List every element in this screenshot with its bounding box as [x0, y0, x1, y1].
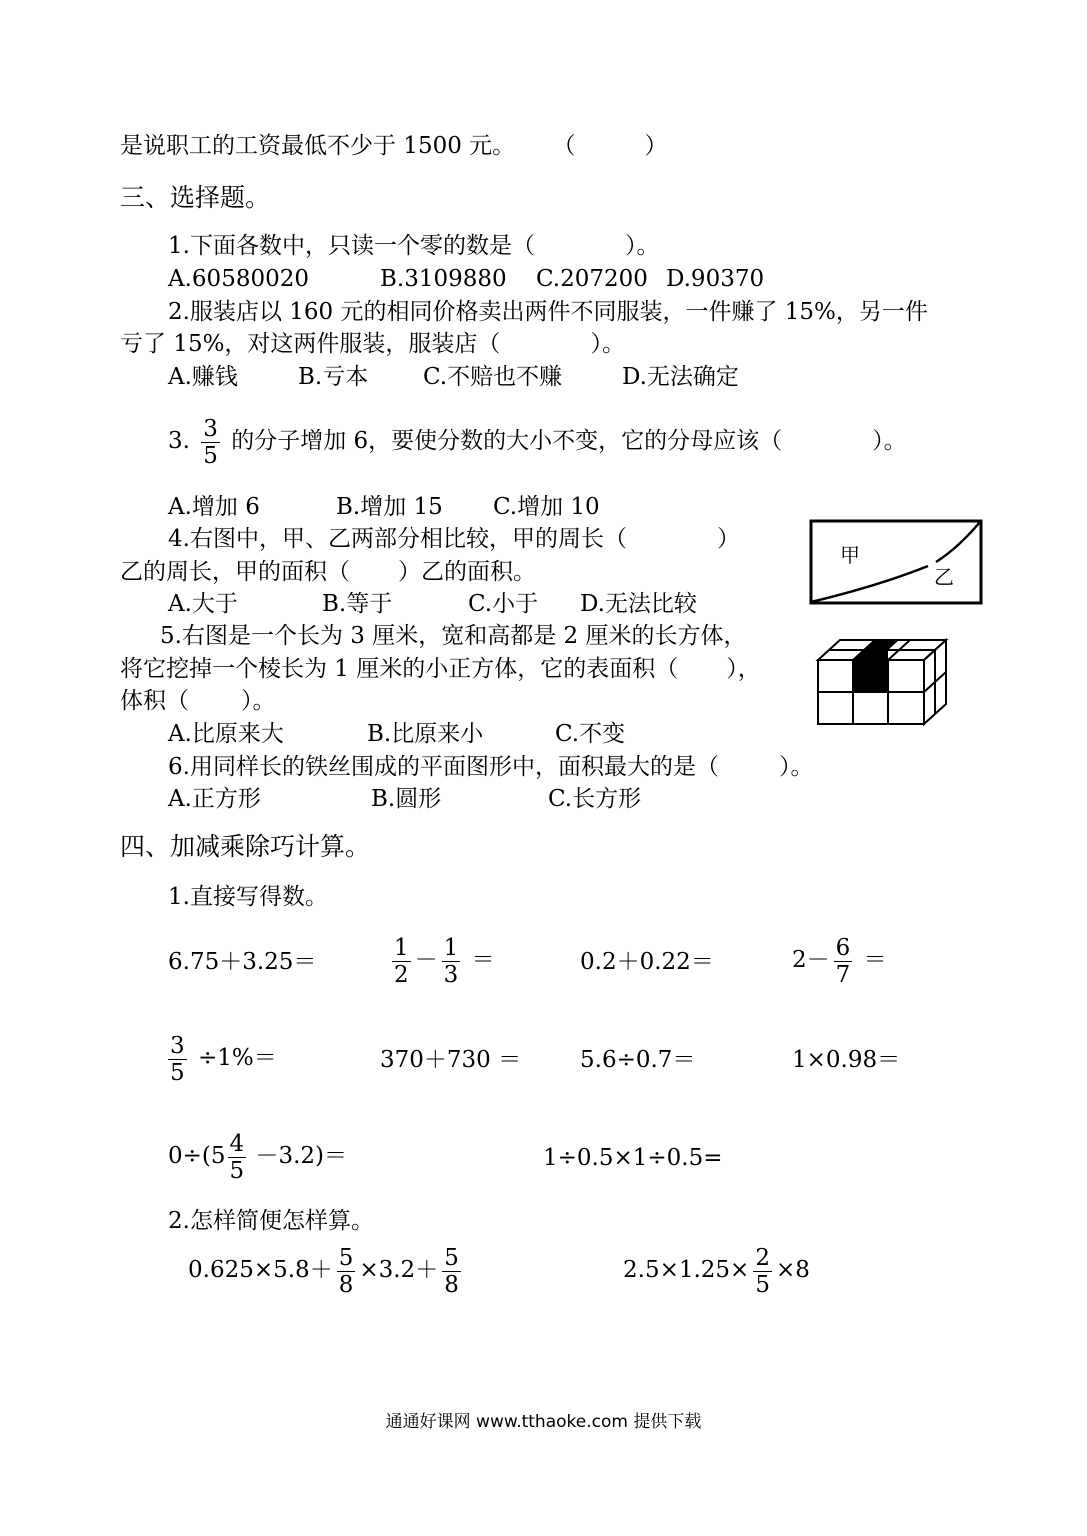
q2-option-a[interactable]: A.赚钱 [168, 364, 238, 390]
q1-option-a[interactable]: A.60580020 [168, 266, 309, 292]
simplify-2-frac [753, 1245, 772, 1298]
q4-option-a[interactable]: A.大于 [168, 591, 238, 617]
q4-stem-line2 [120, 557, 536, 587]
expr-4-frac [834, 935, 853, 988]
part2-title: 2.怎样简便怎样算。 [168, 1208, 374, 1234]
expr-2-frac-2 [442, 935, 461, 988]
expr-4-a: 2－ [792, 947, 830, 973]
q2-option-c[interactable]: C.不赔也不赚 [423, 364, 563, 390]
label-yi: 乙 [934, 565, 954, 589]
simplify-1-frac-2-den: 8 [444, 1271, 459, 1298]
q4-stem2a: 乙的周长，甲的面积（ [120, 559, 350, 585]
q4-rectangle-figure [808, 518, 984, 606]
q3-option-c[interactable]: C.增加 10 [493, 494, 600, 520]
section-title-choice: 三、选择题。 [120, 183, 271, 212]
expr-6: 370＋730 ＝ [380, 1047, 522, 1073]
expr-5-frac-den: 5 [170, 1059, 185, 1086]
simplify-1-frac-2-num: 5 [444, 1244, 459, 1271]
q4-option-b[interactable]: B.等于 [322, 591, 393, 617]
q2-option-d[interactable]: D.无法确定 [622, 364, 739, 390]
q2-end: ）。 [590, 331, 625, 357]
expr-10: 1÷0.5×1÷0.5= [543, 1145, 723, 1171]
q1-option-c[interactable]: C.207200 [536, 266, 648, 292]
q2-stem: 2.服装店以 160 元的相同价格卖出两件不同服装，一件赚了 15%，另一件 [168, 299, 928, 325]
q1-stem-text: 1.下面各数中，只读一个零的数是（ [168, 233, 535, 259]
q3-option-b[interactable]: B.增加 15 [336, 494, 443, 520]
q4-stem-text: 4.右图中，甲、乙两部分相比较，甲的周长（ [168, 526, 627, 552]
expr-4-eq: ＝ [863, 947, 887, 973]
q2-stem-line2 [120, 329, 625, 359]
q4-end: ） [716, 526, 740, 552]
expr-4-frac-den: 7 [835, 961, 851, 988]
expr-2-frac-1-den: 2 [394, 961, 409, 988]
q5-stem-line2 [120, 654, 761, 684]
expr-7: 5.6÷0.7＝ [580, 1047, 696, 1073]
simplify-1-frac-2 [442, 1245, 461, 1298]
q1-option-b[interactable]: B.3109880 [380, 266, 507, 292]
q6-option-a[interactable]: A.正方形 [168, 786, 261, 812]
q6-end: ）。 [778, 754, 814, 780]
q3-fraction-den: 5 [203, 442, 218, 469]
q6-stem [168, 752, 813, 782]
q5-option-c[interactable]: C.不变 [555, 721, 626, 747]
q5-stem3a: 体积（ [120, 688, 189, 714]
expr-2-frac-1 [392, 935, 411, 988]
expr-2-frac-2-den: 3 [443, 961, 459, 988]
q6-stem-text: 6.用同样长的铁丝围成的平面图形中，面积最大的是（ [168, 754, 719, 780]
q5-option-b[interactable]: B.比原来小 [367, 721, 484, 747]
q5-stem2a: 将它挖掉一个棱长为 1 厘米的小正方体，它的表面积（ [120, 656, 679, 682]
simplify-expr-1 [188, 1240, 465, 1300]
expr-2-frac-2-num: 1 [443, 934, 459, 961]
expr-2-eq: ＝ [471, 947, 495, 973]
q3-stem [168, 411, 907, 471]
q3-stem-text: 的分子增加 6，要使分数的大小不变，它的分母应该（ [231, 428, 783, 454]
simplify-1-b: ×3.2＋ [359, 1257, 439, 1283]
expr-5-frac-num: 3 [170, 1032, 185, 1059]
q3-fraction-num: 3 [203, 415, 218, 442]
answer-paren[interactable]: （ ） [552, 133, 668, 159]
simplify-2-b: ×8 [775, 1257, 810, 1283]
simplify-expr-2 [623, 1240, 810, 1300]
q3-fraction [201, 416, 220, 469]
q6-option-c[interactable]: C.长方形 [548, 786, 642, 812]
page-footer: 通通好课网 www.tthaoke.com 提供下载 [385, 1412, 702, 1432]
simplify-2-frac-num: 2 [755, 1244, 770, 1271]
expr-9-frac [228, 1131, 247, 1184]
part1-title: 1.直接写得数。 [168, 884, 328, 910]
simplify-1-frac-1 [337, 1245, 356, 1298]
q5-cuboid-figure [814, 638, 950, 728]
expr-5-rest: ÷1%＝ [197, 1045, 277, 1071]
q5-stem-line3 [120, 686, 276, 716]
expr-9-frac-den: 5 [229, 1157, 245, 1184]
expr-5 [164, 1028, 277, 1088]
q2-stem2-text: 亏了 15%，对这两件服装，服装店（ [120, 331, 501, 357]
q5-stem2b: ）， [726, 656, 761, 682]
simplify-2-frac-den: 5 [755, 1271, 770, 1298]
q3-number: 3. [168, 428, 190, 454]
simplify-1-frac-1-num: 5 [338, 1244, 354, 1271]
expr-2-frac-1-num: 1 [394, 934, 409, 961]
q5-stem3b: ）。 [241, 688, 276, 714]
expr-9 [168, 1126, 347, 1186]
q1-stem [168, 231, 659, 261]
expr-9-a: 0÷(5 [168, 1143, 226, 1169]
label-jia: 甲 [840, 543, 860, 567]
q6-option-b[interactable]: B.圆形 [371, 786, 442, 812]
simplify-1-frac-1-den: 8 [338, 1271, 354, 1298]
expr-9-frac-num: 4 [229, 1130, 245, 1157]
expr-1: 6.75＋3.25＝ [168, 949, 317, 975]
q4-option-c[interactable]: C.小于 [468, 591, 539, 617]
q1-end: ）。 [624, 233, 660, 259]
q1-option-d[interactable]: D.90370 [666, 266, 765, 292]
expr-4-frac-num: 6 [835, 934, 851, 961]
expr-2 [388, 930, 495, 990]
q4-stem2b: ）乙的面积。 [398, 559, 536, 585]
q4-stem [168, 524, 740, 554]
simplify-2-a: 2.5×1.25× [623, 1257, 750, 1283]
expr-9-b: －3.2)＝ [255, 1143, 348, 1169]
expr-5-frac [168, 1033, 187, 1086]
expr-8: 1×0.98＝ [792, 1047, 901, 1073]
expr-4 [792, 930, 887, 990]
statement-text: 是说职工的工资最低不少于 1500 元。 [120, 133, 516, 159]
q3-end: ）。 [872, 428, 907, 454]
q3-option-a[interactable]: A.增加 6 [168, 494, 260, 520]
q5-option-a[interactable]: A.比原来大 [168, 721, 284, 747]
simplify-1-a: 0.625×5.8＋ [188, 1257, 333, 1283]
q2-option-b[interactable]: B.亏本 [298, 364, 369, 390]
q5-stem: 5.右图是一个长为 3 厘米，宽和高都是 2 厘米的长方体， [160, 623, 747, 649]
continued-statement [120, 131, 667, 161]
expr-2-op: － [414, 947, 438, 973]
section-title-calc: 四、加减乘除巧计算。 [120, 832, 371, 861]
expr-3: 0.2＋0.22＝ [580, 949, 714, 975]
q4-option-d[interactable]: D.无法比较 [580, 591, 697, 617]
